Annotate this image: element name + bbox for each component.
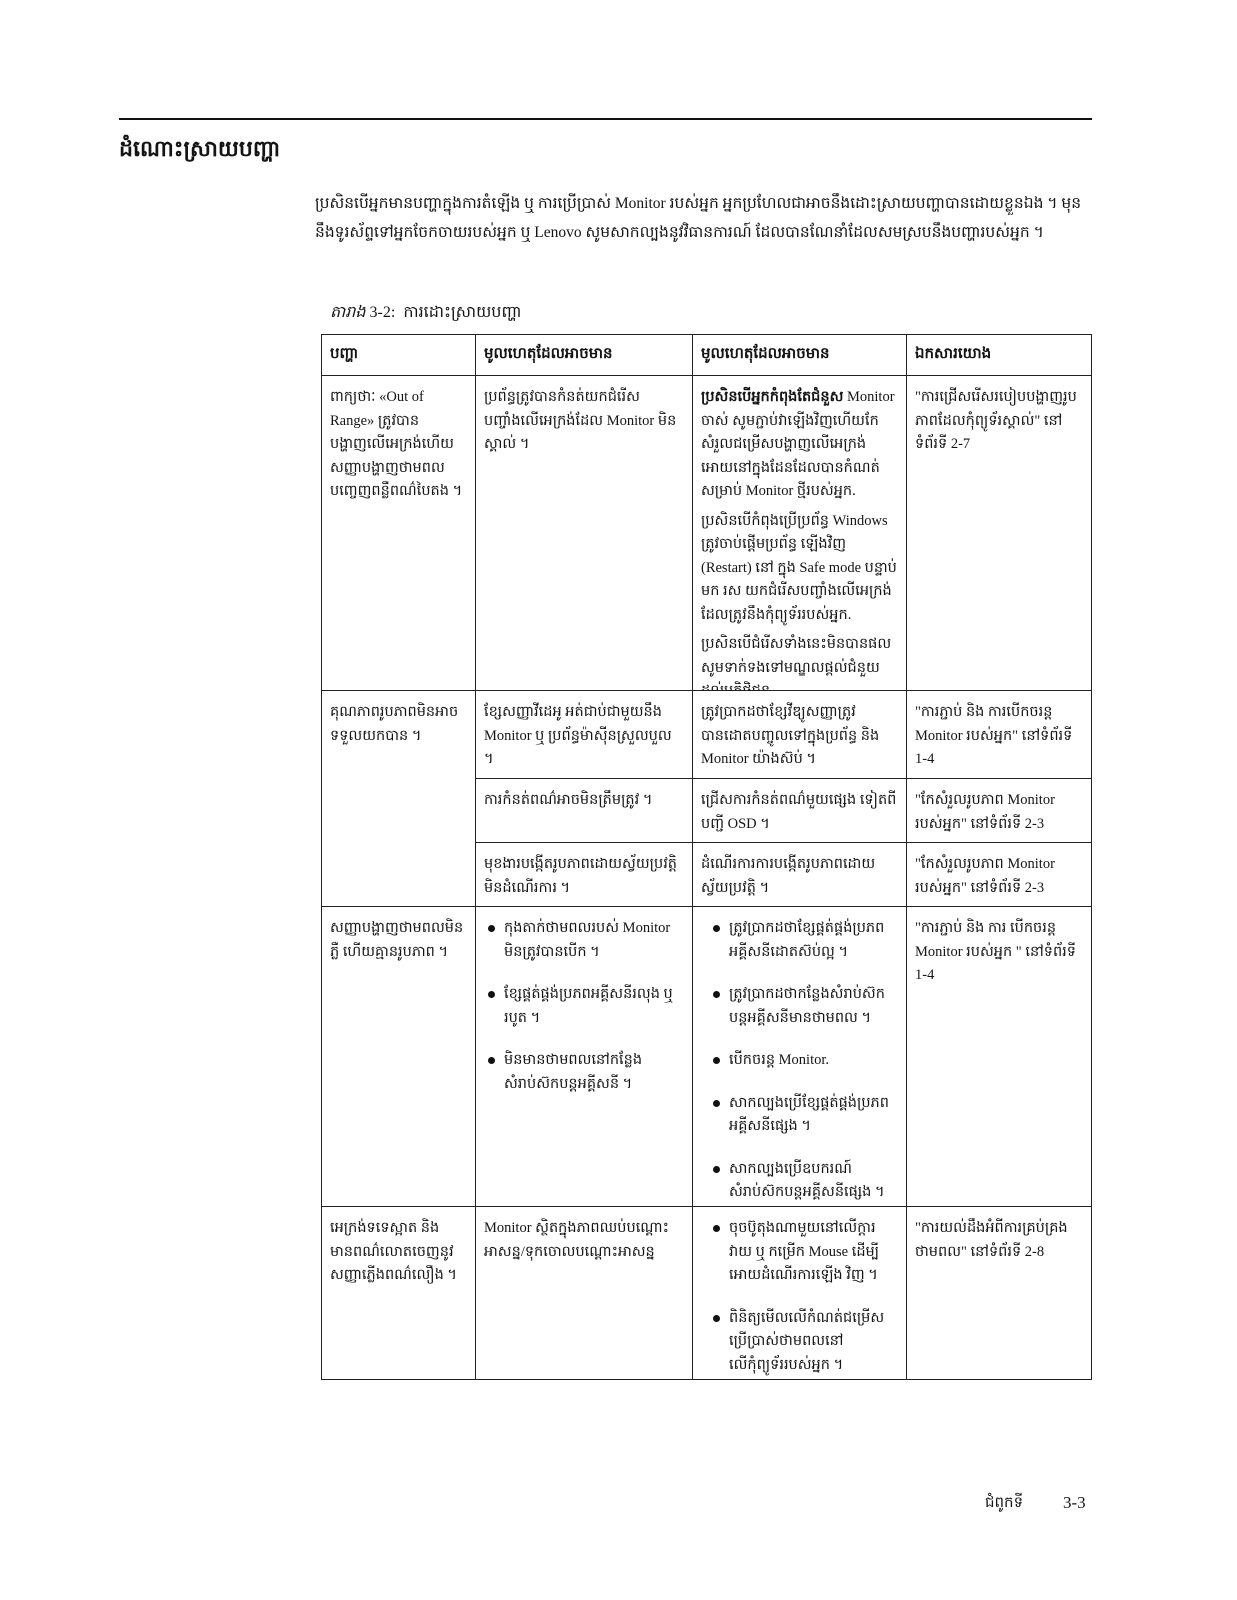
list-item: ចុចប៊ូតុងណាមួយនៅលើក្តារវាយ ឬ កម្រើក Mouse ដើម្បីអោយដំណើរការឡើង វិញ ។ — [709, 1217, 898, 1288]
row-image-quality-reference-1: "ការភ្ជាប់ និង ការបើកចរន្ត Monitor របស់អ្នក" នៅទំព័រទី 1-4 — [907, 691, 1091, 778]
troubleshooting-table — [321, 334, 1092, 1380]
row-out-of-range-cause: ប្រព័ន្ធត្រូវបានកំនត់យកជំរើសបញ្ចាំងលើអេក្រង់ដែល Monitor មិនស្គាល់ ។ — [476, 376, 692, 690]
action-lead: ប្រសិនបើអ្នកកំពុងតែជំនួស — [701, 389, 844, 405]
row-blank-screen-actions — [693, 1207, 906, 1379]
header-rule — [119, 118, 1092, 120]
row-out-of-range-reference: "ការជ្រើសរើសរបៀបបង្ហាញរូបភាពដែលកុំព្យូទ័រស្គាល់" នៅទំព័រទី 2-7 — [907, 376, 1091, 690]
row-no-power-causes — [476, 907, 692, 1206]
list-item: ពិនិត្យមើលលើកំណត់ជម្រើសប្រើប្រាស់ថាមពលនៅលើកុំព្យូទ័ររបស់អ្នក ។ — [709, 1307, 898, 1378]
header-reference: ឯកសារយោង — [907, 335, 1091, 375]
row-blank-screen-problem: អេក្រង់ទទេស្អាត និង មានពណ៌លោតចេញនូវសញ្ញាភ្លើងពណ៌លឿង ។ — [322, 1207, 475, 1379]
table-caption — [330, 300, 930, 326]
row-out-of-range-action — [693, 376, 906, 690]
row-image-quality-reference-3: "កែសំរួលរូបភាព Monitor របស់អ្នក" នៅទំព័រទី 2-3 — [907, 843, 1091, 906]
list-item: សាកល្បងប្រើឧបករណ៍សំរាប់ស៊កបន្តអគ្គីសនីផ្សេង ។ — [709, 1158, 898, 1205]
row-image-quality-cause-1: ខ្សែសញ្ញាវីដេអូ អត់ជាប់ជាមួយនឹង Monitor ឬ ប្រព័ន្ធម៉ាស៊ីនស្រួលបួល ។ — [476, 691, 692, 778]
row-no-power-problem: សញ្ញាបង្ហាញថាមពលមិនភ្លឺ ហើយគ្មានរូបភាព ។ — [322, 907, 475, 1206]
row-no-power-reference: "ការភ្ជាប់ និង ការ បើកចរន្ត Monitor របស់អ្នក " នៅទំព័រទី 1-4 — [907, 907, 1091, 1206]
page-title: ដំណោះស្រាយបញ្ហា — [119, 136, 281, 161]
header-problem: បញ្ហា — [322, 335, 475, 375]
row-image-quality-cause-3: មុខងារបង្កើតរូបភាពដោយស្វ័យប្រវត្តិមិនដំណើរការ ។ — [476, 843, 692, 906]
table-caption-label: តារាង — [330, 304, 366, 321]
header-action: មូលហេតុដែលអាចមាន — [693, 335, 906, 375]
list-item: សាកល្បងប្រើខ្សែផ្គត់ផ្គង់ប្រភពអគ្គីសនីផ្សេង ។ — [709, 1092, 898, 1139]
list-item: ខ្សែផ្គត់ផ្គង់ប្រភពអគ្គីសនីរលុង ឬ របូត ។ — [484, 983, 684, 1030]
intro-paragraph: ប្រសិនបើអ្នកមានបញ្ហាក្នុងការតំឡើង ឬ ការប្រើប្រាស់ Monitor របស់អ្នក អ្នកប្រហែលជាអាចនឹងដោះស្រាយបញ្ហាបានដោយខ្លួនឯង ។ មុននឹងទូរស័ព្ទទៅអ្នកចែកចាយរបស់អ្នក ឬ Lenovo សូមសាកល្បងនូវវិធានការណ៍ ដែលបានណែនាំដែលសមស្របនឹងបញ្ហារបស់អ្នក ។ — [315, 195, 1082, 241]
row-image-quality-action-1: ត្រូវប្រាកដថាខ្សែវីឌ្យូសញ្ញាត្រូវ បានដោតបញ្ចូលទៅក្នុងប្រព័ន្ធ និង Monitor យ៉ាងស៊ប់ ។ — [693, 691, 906, 778]
row-blank-screen-cause: Monitor ស្ថិតក្នុងភាពឈប់បណ្តោះអាសន្ន/ទុកចោលបណ្តោះអាសន្ន — [476, 1207, 692, 1379]
row-image-quality-cause-2: ការកំនត់ពណ៌អាចមិនត្រឹមត្រូវ ។ — [476, 779, 692, 842]
header-cause: មូលហេតុដែលអាចមាន — [476, 335, 692, 375]
list-item: ត្រូវប្រាកដថាខ្សែផ្គត់ផ្គង់ប្រភពអគ្គីសនីដោតស៊ប់ល្អ ។ — [709, 917, 898, 964]
list-item: ត្រូវប្រាកដថាកន្លែងសំរាប់ស៊កបន្តអគ្គីសនីមានថាមពល ។ — [709, 983, 898, 1030]
list-item: បើកចរន្ត Monitor. — [709, 1049, 898, 1073]
action-paragraph: ប្រសិនបើកំពុងប្រើប្រព័ន្ធ Windows ត្រូវចាប់ផ្តើមប្រព័ន្ធ ឡើងវិញ (Restart) នៅ ក្នុង Safe mode បន្ទាប់ មក រស យកជំរើសបញ្ចាំងលើអេក្រង់ដែលត្រូវនឹងកុំព្យូទ័ររបស់អ្នក. — [701, 512, 897, 623]
table-caption-text: ការដោះស្រាយបញ្ហា — [403, 304, 522, 321]
action-list — [709, 917, 898, 1205]
row-image-quality-problem: គុណភាពរូបភាពមិនអាចទទួលយកបាន ។ — [322, 691, 475, 906]
list-item: មិនមានថាមពលនៅកន្លែងសំរាប់ស៊កបន្តអគ្គីសនី ។ — [484, 1049, 684, 1096]
row-out-of-range-problem: ពាក្យថាៈ «Out of Range» ត្រូវបានបង្ហាញលើអេក្រង់ហើយសញ្ញាបង្ហាញថាមពលបញ្ចេញពន្លឺពណ៌បៃតង ។ — [322, 376, 475, 690]
row-no-power-actions — [693, 907, 906, 1206]
action-paragraph: ប្រសិនបើជំរើសទាំងនេះមិនបានផល សូមទាក់ទងទៅមណ្ឌលផ្តល់ជំនួយ — [701, 636, 892, 676]
row-image-quality-reference-2: "កែសំរួលរូបភាព Monitor របស់អ្នក" នៅទំព័រទី 2-3 — [907, 779, 1091, 842]
row-image-quality-action-2: ជ្រើសការកំនត់ពណ៌មួយផ្សេង ទៀតពីបញ្ជី OSD ។ — [693, 779, 906, 842]
action-text: Monitor ចាស់ សូមភ្ជាប់វាឡើងវិញហើយកែសំរួលជម្រើសបង្ហាញលើអេក្រង់អោយនៅក្នុងដែនដែលបានកំណត់សម្រាប់ Monitor ថ្មីរបស់អ្នក. — [701, 389, 895, 499]
action-paragraph — [701, 386, 898, 504]
list-item: កុងតាក់ថាមពលរបស់ Monitor មិនត្រូវបានបើក ។ — [484, 917, 684, 964]
row-blank-screen-reference: "ការយល់ដឹងអំពីការគ្រប់គ្រងថាមពល" នៅទំព័រទី 2-8 — [907, 1207, 1091, 1379]
table-caption-number: 3-2: — [369, 304, 396, 321]
row-image-quality-action-3: ដំណើរការការបង្កើតរូបភាពដោយស្វ័យប្រវត្តិ ។ — [693, 843, 906, 906]
footer-page-number: 3-3 — [1063, 1493, 1086, 1512]
cause-list — [484, 917, 684, 1096]
action-list — [709, 1217, 898, 1377]
footer-chapter-label: ជំពូកទី — [985, 1495, 1024, 1511]
